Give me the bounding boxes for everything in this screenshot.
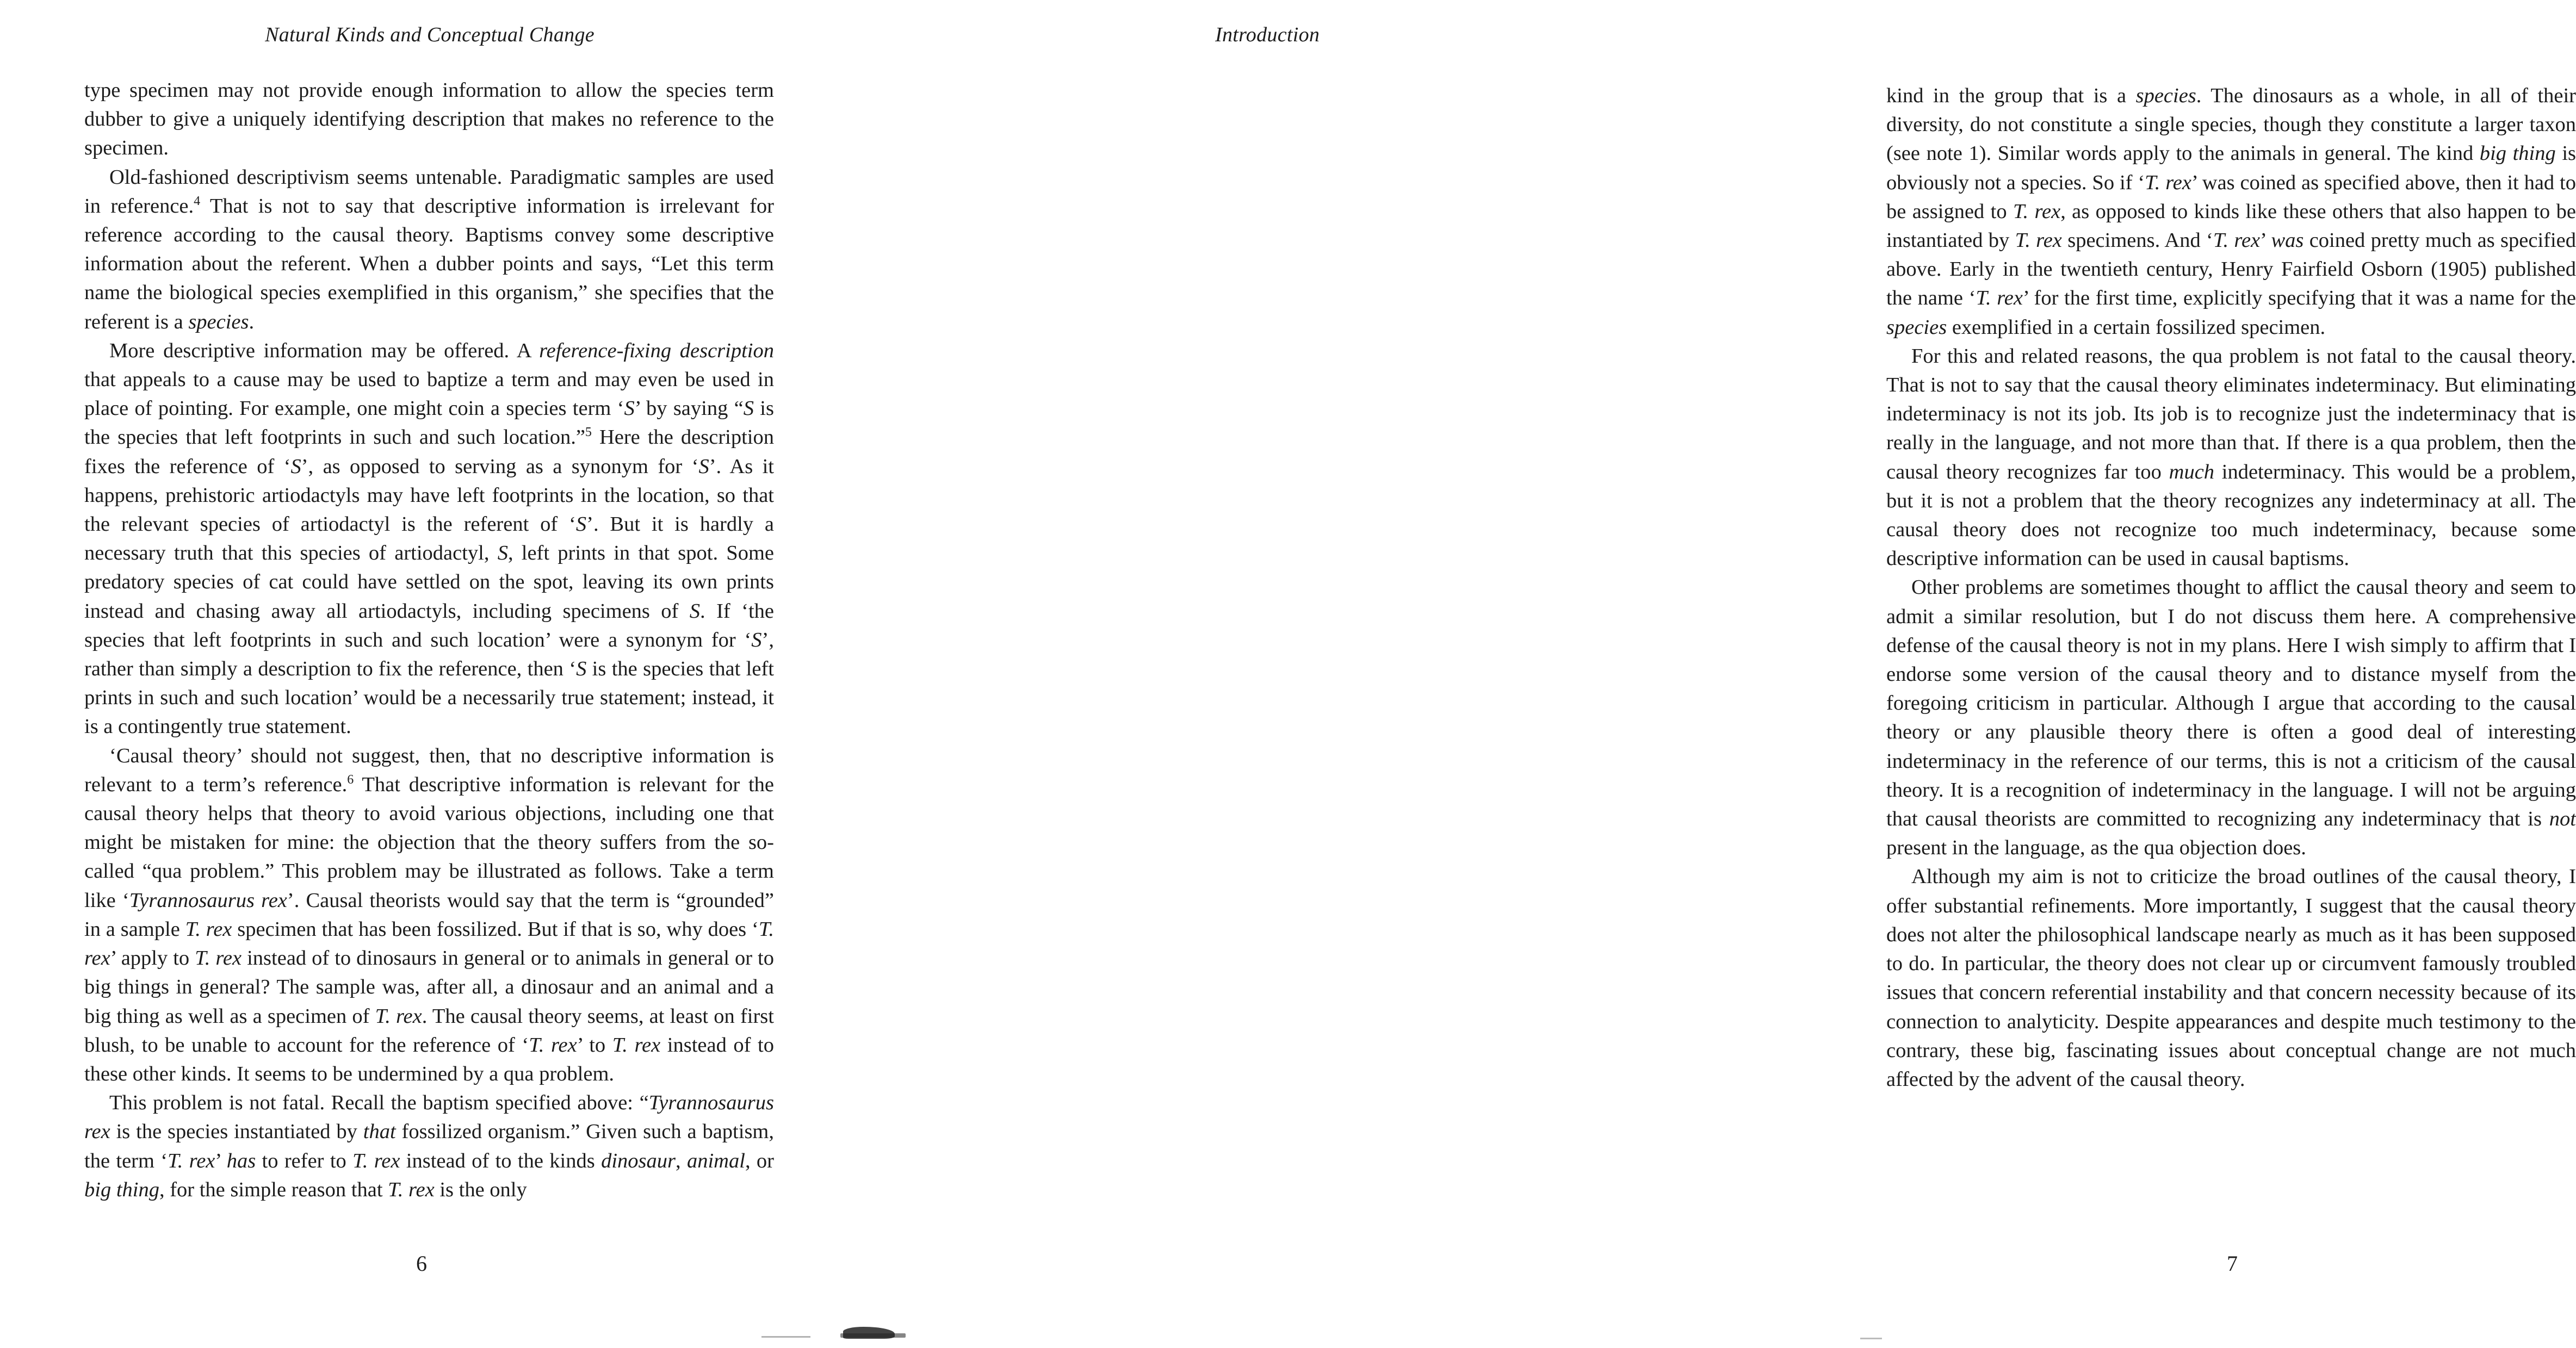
running-head-right: Introduction: [1215, 23, 1320, 46]
italic-text: T. rex: [2013, 200, 2061, 223]
italic-text: S: [575, 513, 587, 536]
footnote-ref: 4: [194, 194, 201, 208]
text-run: ’. But it is hardly a necessary truth that this species of artiodactyl,: [84, 513, 774, 565]
paragraph: [84, 76, 774, 163]
text-run: ’. As it happens, prehistoric artiodactyls may have left footprints in the location, so that the relevant species of artiodactyl is the referent of ‘: [84, 455, 774, 536]
italic-text: big thing: [2479, 142, 2556, 165]
text-run: type specimen may not provide enough information to allow the species term dubber to give a uniquely identifying description that makes no reference to the specimen.: [84, 79, 774, 160]
text-run: to refer to: [256, 1149, 353, 1172]
footnote-ref: 6: [347, 773, 354, 787]
italic-text: S: [624, 397, 635, 420]
text-run: indeterminacy. This would be a problem, but it is not a problem that the theory recognizes any indeterminacy at all. The causal theory does not recognize too much indeterminacy, because some descriptive information can be used in causal baptisms.: [1886, 460, 2576, 570]
text-run: ’ by saying “: [634, 397, 744, 420]
text-run: that appeals to a cause may be used to baptize a term and may even be used in place of pointing. For example, one might coin a species term ‘: [84, 368, 774, 420]
italic-text: Tyrannosaurus rex: [129, 889, 287, 912]
text-run: ’ was coined as specified above, then it had to be assigned to: [1886, 171, 2576, 223]
italic-text: big thing: [84, 1178, 159, 1201]
italic-text: T. rex: [84, 917, 774, 970]
text-run: ’ for the first time, explicitly specifying that it was a name for the: [2022, 287, 2576, 310]
text-run: . The dinosaurs as a whole, in all of their diversity, do not constitute a single species, though they constitute a larger taxon (see note 1). Similar words apply to the animals in general. The kind: [1886, 84, 2576, 165]
italic-text: S: [751, 628, 762, 651]
footnote-ref: 5: [585, 425, 592, 440]
italic-text: much: [2169, 460, 2215, 483]
text-run: That is not to say that descriptive information is irrelevant for reference according to the causal theory. Baptisms convey some descriptive information about the referent. When a dubber points and says, “Let this term name the biological species exemplified in this organism,” she specifies that the referent is a: [84, 194, 774, 333]
italic-text: animal: [686, 1149, 745, 1172]
text-run: ’. Causal theorists would say that the term is “grounded” in a sample: [84, 889, 774, 941]
text-run: , as opposed to kinds like these others that also happen to be instantiated by: [1886, 200, 2576, 252]
italic-text: S: [576, 657, 587, 681]
text-run: .: [249, 310, 255, 333]
italic-text: not: [2549, 807, 2576, 831]
italic-text: T. rex: [529, 1033, 577, 1057]
text-run: . If ‘the species that left footprints in such and such location’ were a synonym for ‘: [84, 599, 774, 651]
text-run: ’ to: [577, 1033, 612, 1057]
text-run: specimens. And ‘: [2061, 229, 2213, 252]
paragraph: [1886, 573, 2576, 862]
text-run: specimen that has been fossilized. But if that is so, why does ‘: [232, 917, 759, 941]
italic-text: that: [363, 1120, 396, 1144]
italic-text: T. rex: [352, 1149, 400, 1172]
text-run: ’, as opposed to serving as a synonym for ‘: [301, 455, 699, 478]
italic-text: T. rex: [185, 917, 232, 941]
text-run: For this and related reasons, the qua problem is not fatal to the causal theory. That is not to say that the causal theory eliminates indeterminacy. But eliminating indeterminacy is not its job. Its job is to recognize just the indeterminacy that is really in the language, and not more than that. If there is a qua problem, then the causal theory recognizes far too: [1886, 344, 2576, 483]
text-run: present in the language, as the qua objection does.: [1886, 836, 2306, 860]
text-run: Old-fashioned descriptivism seems untenable. Paradigmatic samples are used in reference.: [84, 165, 774, 218]
text-run: is the species instantiated by: [110, 1120, 363, 1144]
right-page: [954, 0, 2576, 1348]
text-run: ’ apply to: [110, 947, 195, 970]
text-run: ’, rather than simply a description to fix the reference, then ‘: [84, 628, 774, 681]
italic-text: species: [188, 310, 249, 333]
italic-text: T. rex: [2015, 229, 2062, 252]
text-run: , or: [745, 1149, 774, 1172]
italic-text: S: [497, 542, 508, 565]
italic-text: T. rex: [2213, 229, 2261, 252]
text-run: . The causal theory seems, at least on first blush, to be unable to account for the reference of ‘: [84, 1004, 774, 1057]
text-run: That descriptive information is relevant for the causal theory helps that theory to avoid various objections, including one that might be mistaken for mine: the objection that the theory suffers from the so-called “qua problem.” This problem may be illustrated as follows. Take a term like ‘: [84, 773, 774, 912]
italic-text: dinosaur: [601, 1149, 676, 1172]
italic-text: species: [1886, 315, 1947, 339]
text-run: fossilized organism.” Given such a baptism, the term ‘: [84, 1120, 774, 1172]
italic-text: S: [698, 455, 709, 478]
text-run: ‘Causal theory’ should not suggest, then, that no descriptive information is relevant to a term’s reference.: [84, 744, 774, 796]
page-number-right: 7: [2227, 1251, 2238, 1276]
text-run: Here the description fixes the reference of ‘: [84, 426, 774, 478]
italic-text: T. rex: [1976, 287, 2023, 310]
italic-text: T. rex: [375, 1004, 422, 1028]
italic-text: T. rex: [2145, 171, 2191, 194]
text-run: More descriptive information may be offered. A: [109, 339, 540, 362]
italic-text: T. rex: [195, 947, 242, 970]
text-run: is the species that left prints in such and such location’ would be a necessarily true statement; instead, it is a contingently true statement.: [84, 657, 774, 738]
text-run: instead of to dinosaurs in general or to animals in general or to big things in general? The sample was, after all, a dinosaur and an animal and a big thing as well as a specimen of: [84, 947, 774, 1028]
italic-text: T. rex: [168, 1149, 215, 1172]
italic-text: T. rex: [388, 1178, 435, 1201]
text-run: is the only: [434, 1178, 527, 1201]
body-text-right: [1886, 82, 2576, 1094]
italic-text: Tyrannosaurus rex: [84, 1091, 774, 1144]
paragraph: [84, 163, 774, 337]
left-page: [0, 0, 954, 1348]
text-run: kind in the group that is a: [1886, 84, 2136, 107]
text-run: coined pretty much as specified above. Early in the twentieth century, Henry Fairfield Osborn (1905) published the name ‘: [1886, 229, 2576, 310]
text-run: exemplified in a certain fossilized specimen.: [1947, 315, 2326, 339]
italic-text: S: [290, 455, 301, 478]
text-run: ’: [215, 1149, 227, 1172]
italic-text: has: [226, 1149, 256, 1172]
italic-text: T. rex: [612, 1033, 661, 1057]
text-run: , left prints in that spot. Some predatory species of cat could have settled on the spot, leaving its own prints instead and chasing away all artiodactyls, including specimens of: [84, 542, 775, 623]
paragraph: [1886, 862, 2576, 1094]
text-run: instead of to these other kinds. It seems to be undermined by a qua problem.: [84, 1033, 774, 1085]
text-run: This problem is not fatal. Recall the baptism specified above: “: [109, 1091, 649, 1115]
italic-text: species: [2135, 84, 2196, 107]
body-text-left: [84, 76, 774, 1204]
paragraph: [84, 742, 774, 1089]
text-run: ,: [676, 1149, 687, 1172]
italic-text: S: [689, 599, 701, 623]
scan-artifact-line: [761, 1336, 810, 1338]
paragraph: [84, 1089, 774, 1204]
paragraph: [1886, 82, 2576, 342]
paragraph: [1886, 342, 2576, 574]
paragraph: [84, 337, 774, 742]
text-run: , for the simple reason that: [159, 1178, 388, 1201]
running-head-left: Natural Kinds and Conceptual Change: [265, 23, 595, 46]
text-run: instead of to the kinds: [400, 1149, 602, 1172]
scan-artifact-corner: [1860, 1338, 1882, 1339]
text-run: Other problems are sometimes thought to afflict the causal theory and seem to admit a similar resolution, but I do not discuss them here. A comprehensive defense of the causal theory is not in my plans. Here I wish simply to affirm that I endorse some version of the causal theory and to distance myself from the foregoing criticism in particular. Although I argue that according to the causal theory or any plausible theory there is often a good deal of interesting indeterminacy in the reference of our terms, this is not a criticism of the causal theory. It is a recognition of indeterminacy in the language. I will not be arguing that causal theorists are committed to recognizing any indeterminacy that is: [1886, 576, 2576, 831]
italic-text: was: [2271, 229, 2304, 252]
text-run: is obviously not a species. So if ‘: [1886, 142, 2576, 194]
text-run: is the species that left footprints in such and such location.”: [84, 397, 774, 449]
italic-text: S: [743, 397, 754, 420]
page-number-left: 6: [416, 1251, 427, 1276]
text-run: ’: [2260, 229, 2271, 252]
italic-text: reference-fixing description: [539, 339, 775, 362]
text-run: Although my aim is not to criticize the broad outlines of the causal theory, I offer substantial refinements. More importantly, I suggest that the causal theory does not alter the philosophical landscape nearly as much as it has been supposed to do. In particular, the theory does not clear up or circumvent famously troubled issues that concern referential instability and that concern necessity because of its connection to analyticity. Despite appearances and despite much testimony to the contrary, these big, fascinating issues about conceptual change are not much affected by the advent of the causal theory.: [1886, 865, 2576, 1091]
